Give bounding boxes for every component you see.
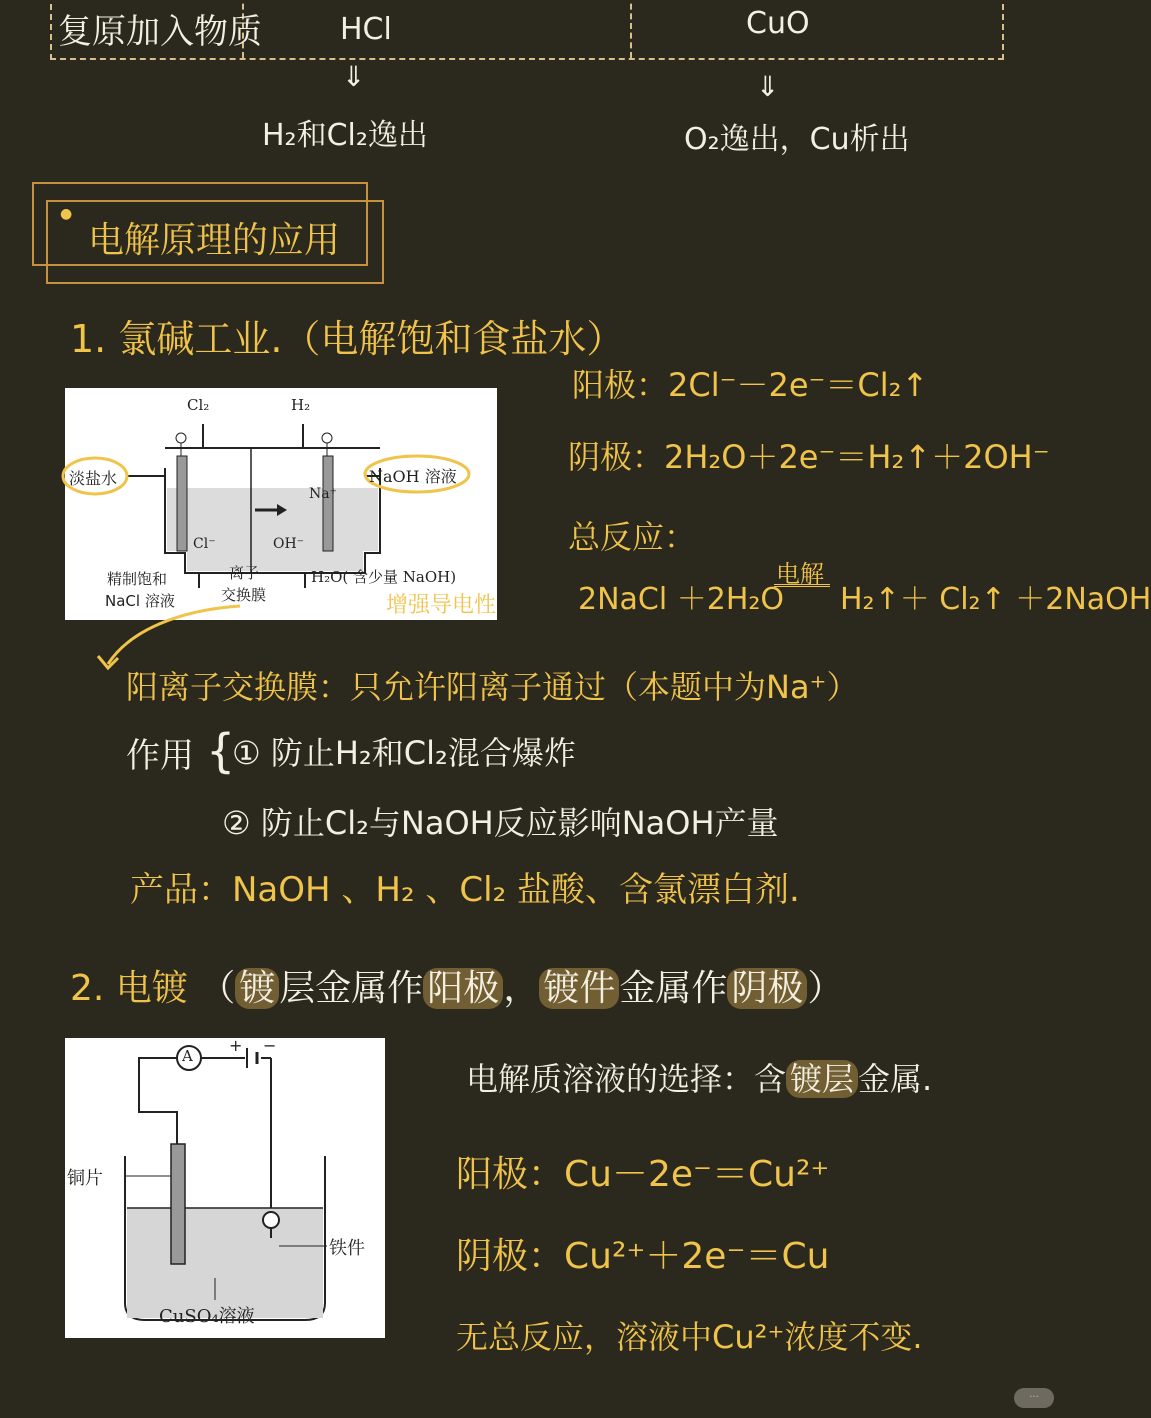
ammeter-icon: A: [182, 1047, 193, 1065]
row-label: 复原加入物质: [58, 12, 262, 52]
heading-word: 金属作: [619, 968, 728, 1009]
electrolyte-highlight: 镀层: [786, 1060, 858, 1098]
heading-word: ，: [503, 968, 540, 1009]
water-input-label: H₂O( 含少量 NaOH): [311, 568, 457, 586]
heading-number: 2. 电镀: [70, 968, 188, 1009]
plating-note: 无总反应，溶液中Cu²⁺浓度不变.: [456, 1318, 923, 1356]
down-arrow-icon: ⇓: [342, 60, 366, 93]
heading-word: 阴极: [727, 968, 807, 1009]
heading-paren: （: [199, 968, 236, 1009]
iron-piece-label: 铁件: [329, 1238, 365, 1259]
na-ion-label: Na⁺: [309, 486, 337, 502]
electrolyte-text: 电解质溶液的选择：含: [466, 1060, 787, 1098]
membrane-label-1: 离子: [229, 564, 260, 582]
total-equation-right: H₂↑＋ Cl₂↑ ＋2NaOH: [840, 582, 1151, 617]
bullet-icon: ●: [60, 206, 73, 222]
total-equation-left: 2NaCl ＋2H₂O: [578, 582, 785, 617]
electroplating-heading: [70, 960, 843, 1011]
cl2-label: Cl₂: [187, 396, 210, 414]
brace-icon: {: [206, 724, 236, 778]
brine-input-label-1: 精制饱和: [107, 570, 168, 588]
cathode-equation: 阴极：2H₂O＋2e⁻＝H₂↑＋2OH⁻: [568, 438, 1050, 476]
down-arrow-icon: ⇓: [756, 70, 780, 103]
watermark-logo: ···: [1014, 1388, 1054, 1408]
brine-input-label-2: NaCl 溶液: [105, 592, 175, 610]
table-divider: [630, 0, 632, 58]
equals-sign: [774, 584, 830, 587]
total-reaction-label: 总反应：: [568, 518, 697, 556]
heading-paren: ）: [807, 968, 844, 1009]
col2-value: CuO: [746, 6, 810, 41]
function-item-2: ② 防止Cl₂与NaOH反应影响NaOH产量: [222, 804, 779, 842]
heading-word: 镀: [235, 968, 279, 1009]
col1-result: H₂和Cl₂逸出: [262, 118, 428, 153]
electrolyte-text: 金属.: [858, 1060, 933, 1098]
dilute-brine-label: 淡盐水: [69, 469, 118, 488]
conductivity-note: 增强导电性: [386, 593, 497, 618]
cuso4-solution-label: CuSO₄溶液: [159, 1306, 255, 1327]
plating-cathode-equation: 阴极：Cu²⁺＋2e⁻＝Cu: [456, 1236, 830, 1277]
function-label: 作用: [126, 736, 194, 776]
products-line: 产品：NaOH 、H₂ 、Cl₂ 盐酸、含氯漂白剂.: [130, 870, 800, 910]
plus-sign: +: [229, 1036, 243, 1055]
cl-ion-label: Cl⁻: [193, 536, 216, 552]
anode-equation: 阳极：2Cl⁻－2e⁻＝Cl₂↑: [572, 366, 929, 404]
h2-label: H₂: [291, 396, 311, 414]
membrane-label-2: 交换膜: [221, 586, 267, 604]
col1-value: HCl: [340, 12, 392, 47]
minus-sign: −: [263, 1036, 277, 1055]
section-title: 电解原理的应用: [88, 220, 341, 261]
plating-anode-equation: 阳极：Cu－2e⁻＝Cu²⁺: [456, 1154, 830, 1195]
electroplating-diagram: [65, 1038, 385, 1338]
electrolyte-choice: [466, 1054, 932, 1100]
heading-word: 层金属作: [279, 968, 424, 1009]
heading-word: 阳极: [423, 968, 503, 1009]
chlor-alkali-heading: 1. 氯碱工业.（电解饱和食盐水）: [70, 317, 625, 361]
naoh-solution-label: NaOH 溶液: [369, 467, 457, 486]
function-item-1: ① 防止H₂和Cl₂混合爆炸: [232, 734, 576, 772]
heading-word: 镀件: [539, 968, 619, 1009]
col2-result: O₂逸出，Cu析出: [684, 122, 910, 157]
membrane-description: 阳离子交换膜：只允许阳离子通过（本题中为Na⁺）: [126, 668, 859, 706]
chlor-alkali-diagram: [65, 388, 497, 620]
copper-plate-label: 铜片: [67, 1168, 103, 1189]
oh-ion-label: OH⁻: [273, 536, 305, 552]
electrolysis-condition: 电解: [776, 560, 824, 588]
